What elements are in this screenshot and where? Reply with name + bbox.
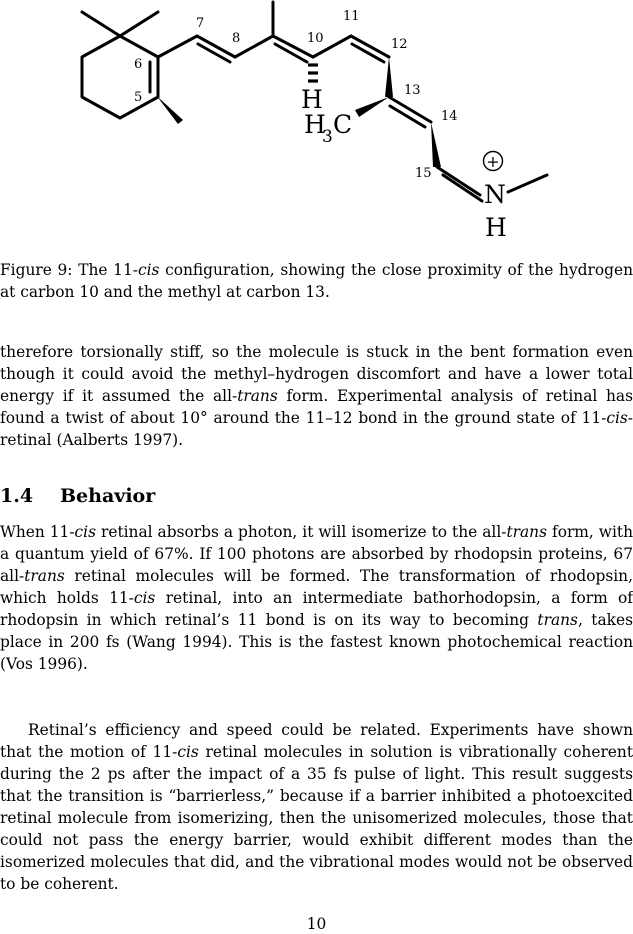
carbon-label-10: 10: [307, 31, 324, 46]
gem-methyl-2: [120, 12, 158, 36]
carbon-label-12: 12: [391, 37, 408, 52]
methyl-c: C: [333, 110, 353, 139]
ring-bonds: [82, 36, 158, 118]
section-title: Behavior: [60, 485, 156, 507]
section-number: 1.4: [0, 485, 34, 507]
carbon-label-6: 6: [134, 57, 143, 72]
carbon-label-8: 8: [232, 31, 241, 46]
bond-6-7: [158, 36, 197, 57]
bond-15-n: [437, 167, 480, 195]
retinal-structure-diagram: [0, 0, 633, 245]
wedge-5-methyl: [156, 95, 183, 124]
n-methyl: [508, 175, 547, 192]
wedge-12-13: [385, 57, 393, 97]
carbon-label-14: 14: [441, 109, 458, 124]
wedge-14-15: [431, 122, 441, 167]
bond-8-9: [235, 36, 273, 57]
paragraph-3: Retinal’s efficiency and speed could be related. Experiments have shown that the motion of 11-cis retinal molecules in solution is vibrationally coherent during the 2 ps after the impact of a 35 fs pulse of light. This result suggests that the transition is “barrierless,” because if a barrier inhibited a photoexcited retinal molecule from isomerizing, then the unisomerized molecules, those that could not pass the energy barrier, would exhibit different modes than the isomerized molecules that did, and the vibrational modes would not be observed to be coherent.: [0, 721, 633, 893]
section-heading: [0, 485, 155, 507]
gem-methyl-1: [82, 12, 120, 36]
carbon-label-13: 13: [404, 83, 421, 98]
carbon-label-7: 7: [196, 16, 205, 31]
atom-n-h: H: [485, 213, 507, 242]
methyl-h: H: [304, 110, 326, 139]
charge-plus: +: [486, 152, 500, 171]
methyl-subscript: 3: [322, 127, 333, 147]
bond-15-n-double: [443, 175, 482, 201]
carbon-label-15: 15: [415, 166, 432, 181]
carbon-label-11: 11: [343, 9, 360, 24]
carbon-label-5: 5: [134, 90, 143, 105]
paragraph-2: When 11-cis retinal absorbs a photon, it will isomerize to the all-trans form, with a quantum yield of 67%. If 100 photons are absorbed by rhodopsin proteins, 67 all-trans retinal molecules will be formed. The transformation of rhodopsin, which holds 11-cis retinal, into an intermediate bathorhodopsin, a form of rhodopsin in which retinal’s 11 bond is on its way to becoming trans, takes place in 200 fs (Wang 1994). This is the fastest known photochemical reaction (Vos 1996).: [0, 523, 633, 673]
atom-h-10: H: [301, 85, 323, 114]
wedge-13-methyl: [355, 97, 389, 117]
hashed-bond-10-h: [308, 65, 318, 81]
figure-caption: Figure 9: The 11-cis configuration, showing the close proximity of the hydrogen at carbon 10 and the methyl at carbon 13.: [0, 261, 633, 301]
atom-n: N: [484, 180, 506, 209]
caption-label: Figure 9:: [0, 261, 73, 279]
paragraph-1: therefore torsionally stiff, so the molecule is stuck in the bent formation even though it could avoid the methyl–hydrogen discomfort and have a lower total energy if it assumed the all-trans form. Experimental analysis of retinal has found a twist of about 10° around the 11–12 bond in the ground state of 11-cis-retinal (Aalberts 1997).: [0, 343, 633, 449]
page-number: 10: [306, 915, 327, 933]
